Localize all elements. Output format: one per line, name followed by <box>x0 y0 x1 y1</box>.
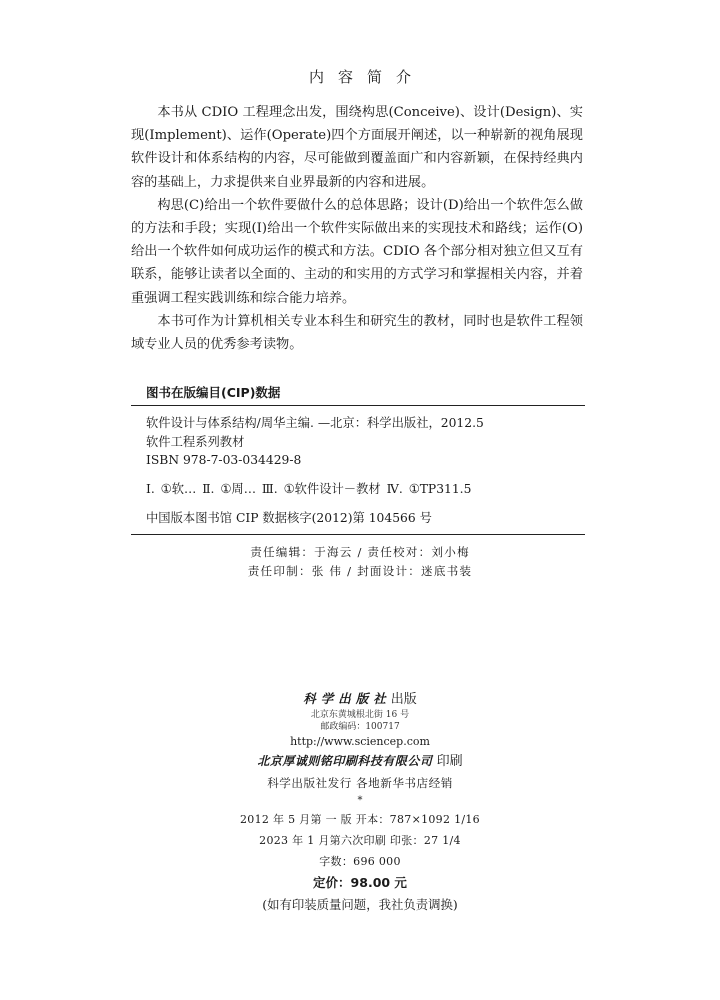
cip-data-number: 中国版本图书馆 CIP 数据核字(2012)第 104566 号 <box>146 511 432 525</box>
price-line: 定价：98.00 元 <box>313 875 407 890</box>
wordcount-line: 字数：696 000 <box>319 855 401 868</box>
credits-line-production: 责任印制：张 伟 / 封面设计：迷底书装 <box>247 564 473 578</box>
printer-name: 北京厚诚则铭印刷科技有限公司 <box>257 754 433 768</box>
book-introduction <box>131 101 583 356</box>
intro-paragraph: 构思(C)给出一个软件要做什么的总体思路；设计(D)给出一个软件怎么做的方法和手段；实现(I)给出一个软件实际做出来的实现技术和路线；运作(O)给出一个软件如何成功运作的模式和方法。CDIO 各个部分相对独立但又互有联系，能够让读者以全面的、主动的和实用的方式学习和掌握相关内容，并着重强调工程实践训练和综合能力培养。 <box>131 197 583 306</box>
printer-suffix: 印刷 <box>436 754 463 769</box>
printing-line: 2023 年 1 月第六次印刷 印张：27 1/4 <box>259 834 461 847</box>
separator-star: * <box>357 795 363 806</box>
publisher-postcode: 邮政编码：100717 <box>320 722 400 732</box>
cip-heading: 图书在版编目(CIP)数据 <box>146 385 281 400</box>
credits-line-editors: 责任编辑：于海云 / 责任校对：刘小梅 <box>250 545 470 559</box>
cip-classification: Ⅰ. ①软… Ⅱ. ①周… Ⅲ. ①软件设计－教材 Ⅳ. ①TP311.5 <box>146 482 472 496</box>
intro-paragraph: 本书可作为计算机相关专业本科生和研究生的教材，同时也是软件工程领域专业人员的优秀参考读物。 <box>131 313 583 353</box>
publisher-url: http://www.sciencep.com <box>290 735 430 748</box>
publisher-suffix: 出版 <box>390 692 417 707</box>
page-title: 内容简介 <box>308 68 425 86</box>
intro-paragraph: 本书从 CDIO 工程理念出发，围绕构思(Conceive)、设计(Design)、实现(Implement)、运作(Operate)四个方面展开阐述，以一种崭新的视角展现软件设计和体系结构的内容，尽可能做到覆盖面广和内容新颖，在保持经典内容的基础上，力求提供来自业界最新的内容和进展。 <box>131 105 583 190</box>
distribution-line: 科学出版社发行 各地新华书店经销 <box>267 776 453 790</box>
editorial-credits <box>0 543 720 581</box>
publisher-address: 北京东黄城根北街 16 号 <box>310 710 410 720</box>
imprint-block <box>0 690 720 916</box>
cip-top-rule <box>131 405 585 406</box>
publisher-line <box>0 690 720 709</box>
cip-title-line: 软件设计与体系结构/周华主编. —北京：科学出版社，2012.5 <box>146 416 484 430</box>
cip-isbn-line: ISBN 978-7-03-034429-8 <box>146 453 302 467</box>
cip-record <box>146 414 576 470</box>
publisher-logo-text: 科学出版社 <box>303 691 391 706</box>
cip-series-line: 软件工程系列教材 <box>146 434 245 449</box>
cip-bottom-rule <box>131 534 585 535</box>
edition-line: 2012 年 5 月第 一 版 开本：787×1092 1/16 <box>240 813 480 826</box>
printer-line <box>0 750 720 773</box>
quality-notice: (如有印装质量问题，我社负责调换) <box>262 897 458 912</box>
